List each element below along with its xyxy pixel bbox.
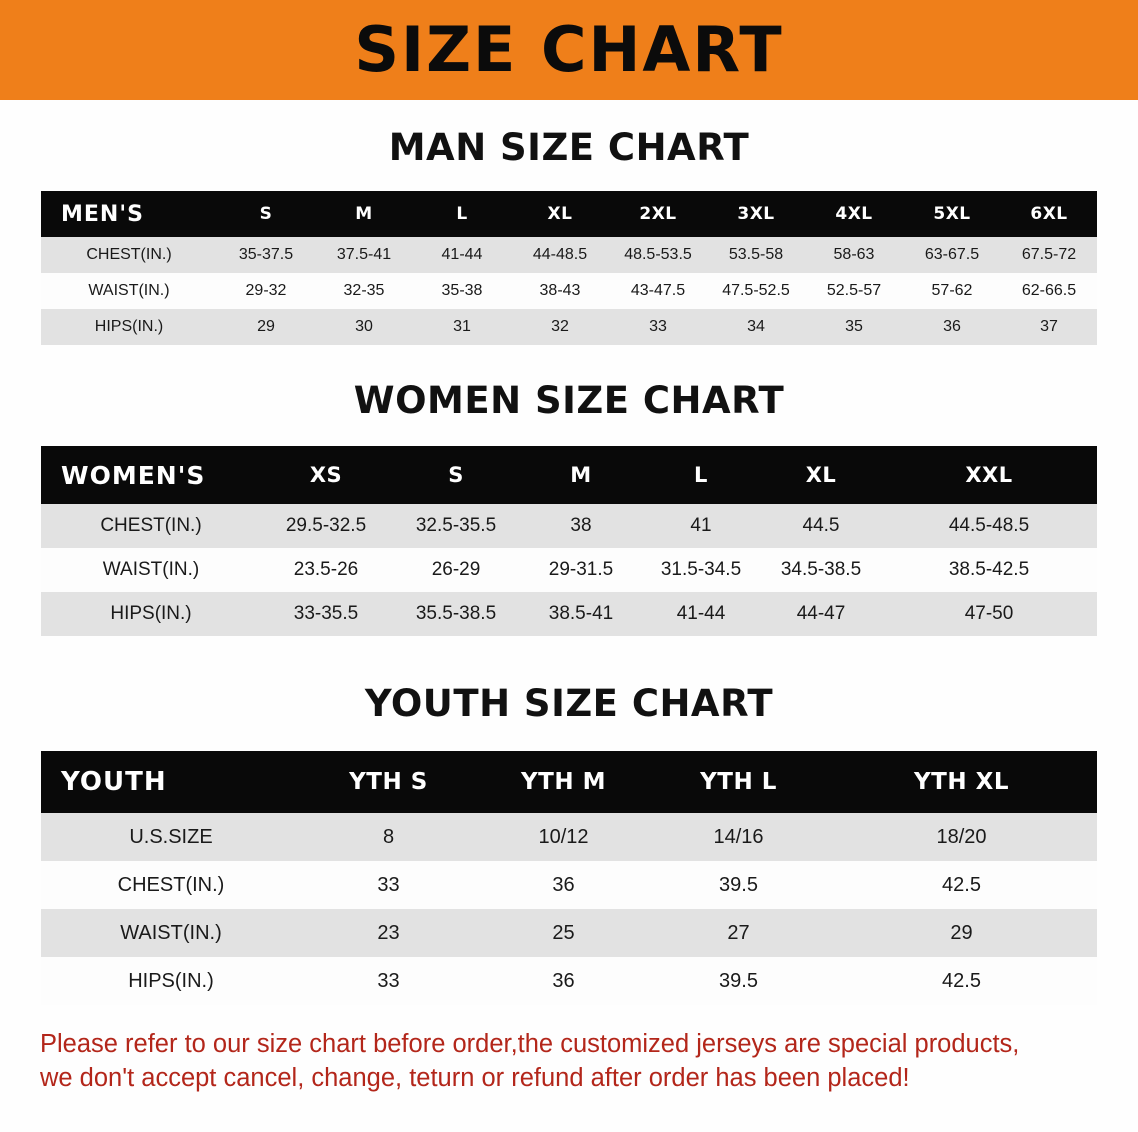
table-row [41, 592, 1097, 636]
man-waist-xl: 38-43 [539, 282, 581, 299]
man-hips-5xl: 36 [943, 318, 961, 335]
women-section-title: WOMEN SIZE CHART [353, 379, 785, 422]
youth-header-yth-m: YTH M [476, 751, 651, 813]
women-table-wrapper [0, 446, 1138, 636]
youth-section-title: YOUTH SIZE CHART [364, 682, 774, 725]
table-row [41, 909, 1097, 957]
women-chest-s: 32.5-35.5 [415, 515, 497, 536]
man-chest-s: 35-37.5 [238, 246, 294, 263]
women-header-m: M [521, 446, 641, 504]
man-waist-6xl: 62-66.5 [1021, 282, 1077, 299]
youth-waist-m: 25 [552, 921, 575, 944]
man-chest-m: 37.5-41 [336, 246, 392, 263]
man-waist-m: 32-35 [343, 282, 385, 299]
man-section-title: MAN SIZE CHART [388, 126, 750, 169]
page-title: SIZE CHART [354, 13, 784, 86]
youth-row-label-waist: WAIST(IN.) [120, 921, 222, 944]
women-hips-xl: 44-47 [796, 603, 846, 624]
man-hips-4xl: 35 [845, 318, 863, 335]
man-header-3xl: 3XL [707, 191, 805, 237]
man-hips-3xl: 34 [747, 318, 765, 335]
youth-header-yth-l: YTH L [651, 751, 826, 813]
women-hips-l: 41-44 [676, 603, 726, 624]
youth-row-label-hips: HIPS(IN.) [128, 969, 214, 992]
women-chest-l: 41 [690, 515, 712, 536]
women-header-xl: XL [761, 446, 881, 504]
youth-chest-m: 36 [552, 873, 575, 896]
table-row [41, 957, 1097, 1005]
women-waist-xl: 34.5-38.5 [780, 559, 862, 580]
man-row-label-hips: HIPS(IN.) [94, 318, 164, 335]
women-table-header-row [41, 446, 1097, 504]
man-header-xl: XL [511, 191, 609, 237]
women-waist-l: 31.5-34.5 [660, 559, 742, 580]
youth-us-size-s: 8 [382, 825, 395, 848]
man-header-2xl: 2XL [609, 191, 707, 237]
youth-waist-l: 27 [727, 921, 750, 944]
man-hips-6xl: 37 [1040, 318, 1058, 335]
man-chest-2xl: 48.5-53.5 [624, 246, 692, 263]
man-hips-s: 29 [257, 318, 275, 335]
man-size-table [41, 191, 1097, 345]
women-hips-s: 35.5-38.5 [415, 603, 497, 624]
youth-row-label-chest: CHEST(IN.) [117, 873, 225, 896]
table-row [41, 237, 1097, 273]
youth-size-table [41, 751, 1097, 1005]
header-banner [0, 0, 1138, 100]
man-header-4xl: 4XL [805, 191, 903, 237]
youth-header-yth-s: YTH S [301, 751, 476, 813]
table-row [41, 273, 1097, 309]
women-row-label-hips: HIPS(IN.) [110, 603, 192, 624]
women-chest-xl: 44.5 [802, 515, 840, 536]
table-row [41, 504, 1097, 548]
youth-hips-xl: 42.5 [942, 969, 981, 992]
man-waist-s: 29-32 [245, 282, 287, 299]
youth-row-label-us-size: U.S.SIZE [129, 825, 213, 848]
man-waist-2xl: 43-47.5 [630, 282, 686, 299]
man-chest-xl: 44-48.5 [532, 246, 588, 263]
youth-chest-s: 33 [377, 873, 400, 896]
women-waist-s: 26-29 [431, 559, 481, 580]
table-row [41, 813, 1097, 861]
youth-chest-l: 39.5 [719, 873, 758, 896]
man-waist-4xl: 52.5-57 [826, 282, 882, 299]
man-waist-3xl: 47.5-52.5 [722, 282, 790, 299]
man-chest-6xl: 67.5-72 [1021, 246, 1077, 263]
youth-us-size-m: 10/12 [538, 825, 589, 848]
man-hips-m: 30 [355, 318, 373, 335]
youth-header-corner: YOUTH [41, 751, 301, 813]
youth-waist-xl: 29 [950, 921, 973, 944]
women-header-xxl: XXL [881, 446, 1097, 504]
women-chest-m: 38 [570, 515, 592, 536]
man-table-header-row [41, 191, 1097, 237]
disclaimer-line-1: Please refer to our size chart before order,the customized jerseys are special products, [40, 1030, 1020, 1058]
man-header-l: L [413, 191, 511, 237]
table-row [41, 309, 1097, 345]
women-waist-m: 29-31.5 [548, 559, 614, 580]
man-table-wrapper [0, 191, 1138, 345]
women-waist-xs: 23.5-26 [293, 559, 359, 580]
youth-waist-s: 23 [377, 921, 400, 944]
women-chest-xs: 29.5-32.5 [285, 515, 367, 536]
man-hips-xl: 32 [551, 318, 569, 335]
women-hips-xs: 33-35.5 [293, 603, 359, 624]
table-row [41, 548, 1097, 592]
man-header-corner: MEN'S [41, 191, 217, 237]
youth-us-size-l: 14/16 [713, 825, 764, 848]
disclaimer-note [40, 1027, 1098, 1096]
man-waist-5xl: 57-62 [931, 282, 973, 299]
women-header-l: L [641, 446, 761, 504]
women-header-s: S [391, 446, 521, 504]
women-hips-xxl: 47-50 [964, 603, 1014, 624]
youth-hips-l: 39.5 [719, 969, 758, 992]
youth-table-wrapper [0, 751, 1138, 1005]
women-hips-m: 38.5-41 [548, 603, 614, 624]
youth-table-header-row [41, 751, 1097, 813]
disclaimer-line-2: we don't accept cancel, change, teturn or refund after order has been placed! [40, 1064, 910, 1093]
man-hips-l: 31 [453, 318, 471, 335]
youth-hips-m: 36 [552, 969, 575, 992]
table-row [41, 861, 1097, 909]
man-waist-l: 35-38 [441, 282, 483, 299]
man-header-m: M [315, 191, 413, 237]
man-chest-l: 41-44 [441, 246, 483, 263]
youth-hips-s: 33 [377, 969, 400, 992]
women-row-label-chest: CHEST(IN.) [100, 515, 202, 536]
women-chest-xxl: 44.5-48.5 [948, 515, 1030, 536]
youth-header-yth-xl: YTH XL [826, 751, 1097, 813]
man-row-label-waist: WAIST(IN.) [88, 282, 170, 299]
man-header-5xl: 5XL [903, 191, 1001, 237]
women-waist-xxl: 38.5-42.5 [948, 559, 1030, 580]
man-row-label-chest: CHEST(IN.) [86, 246, 172, 263]
man-chest-4xl: 58-63 [833, 246, 875, 263]
man-chest-5xl: 63-67.5 [924, 246, 980, 263]
man-header-6xl: 6XL [1001, 191, 1097, 237]
man-header-s: S [217, 191, 315, 237]
women-row-label-waist: WAIST(IN.) [102, 559, 200, 580]
man-hips-2xl: 33 [649, 318, 667, 335]
youth-us-size-xl: 18/20 [936, 825, 987, 848]
man-chest-3xl: 53.5-58 [728, 246, 784, 263]
women-size-table [41, 446, 1097, 636]
youth-chest-xl: 42.5 [942, 873, 981, 896]
women-header-xs: XS [261, 446, 391, 504]
women-header-corner: WOMEN'S [41, 446, 261, 504]
